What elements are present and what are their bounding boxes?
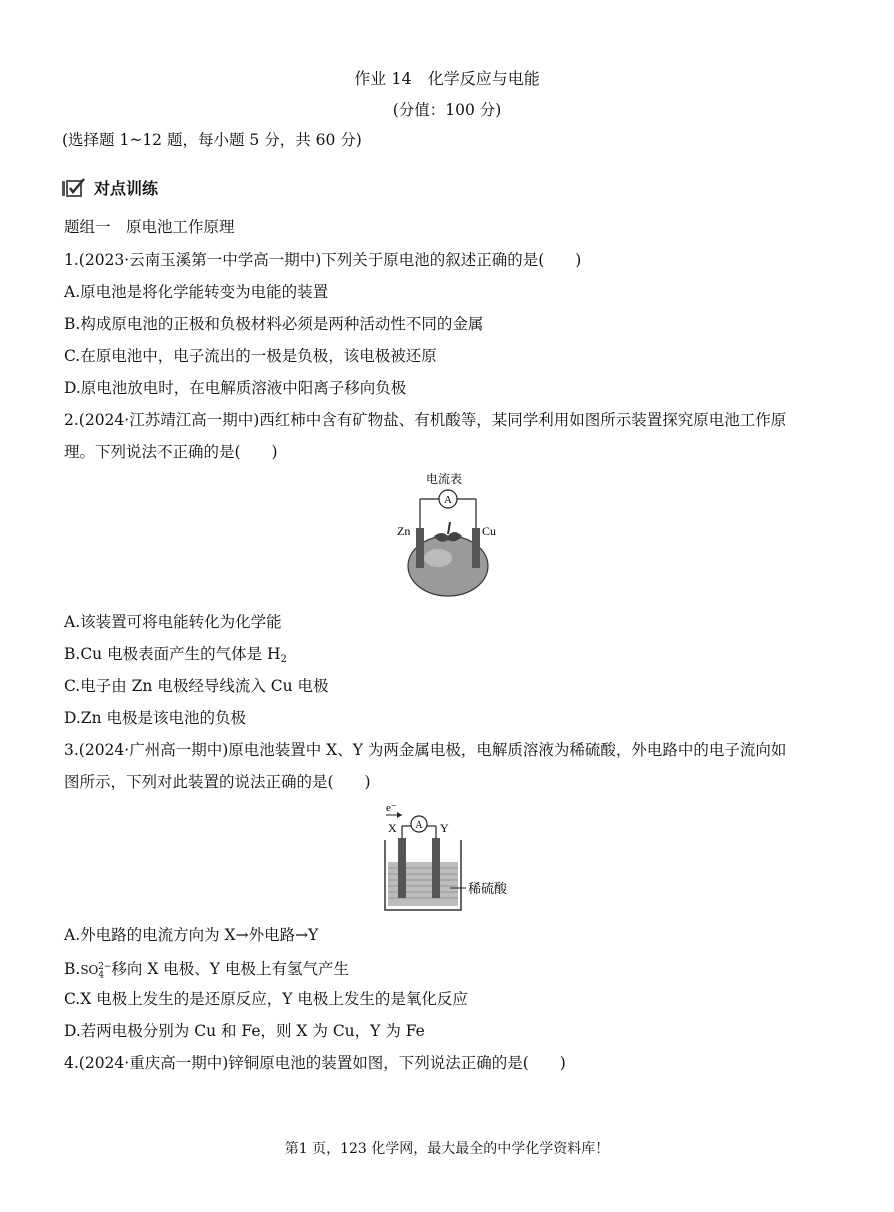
- group-heading: 题组一 原电池工作原理: [64, 218, 235, 236]
- section-label: 对点训练: [94, 179, 159, 198]
- q1-stem: 1.(2023·云南玉溪第一中学高一期中)下列关于原电池的叙述正确的是( ): [64, 251, 582, 269]
- ammeter-symbol: A: [415, 820, 423, 831]
- q3-option-a: A.外电路的电流方向为 X→外电路→Y: [64, 926, 319, 944]
- q1-option-a: A.原电池是将化学能转变为电能的装置: [64, 283, 329, 301]
- q2-option-b: B.Cu 电极表面产生的气体是 $H_2$: [64, 645, 287, 665]
- q2-option-c: C.电子由 Zn 电极经导线流入 Cu 电极: [64, 677, 329, 695]
- score-note: (分值：100 分): [392, 101, 502, 119]
- y-electrode: [432, 838, 440, 898]
- electron-label: e⁻: [386, 802, 397, 814]
- y-label: Y: [440, 821, 449, 835]
- question-type-note: (选择题 1~12 题，每小题 5 分，共 60 分): [62, 131, 362, 149]
- cu-electrode: [472, 528, 480, 568]
- q3-stem-line1: 3.(2024·广州高一期中)原电池装置中 X、Y 为两金属电极，电解质溶液为稀硫酸，外电路中的电子流向如: [64, 741, 787, 759]
- q2-stem-line1: 2.(2024·江苏靖江高一期中)西红柿中含有矿物盐、有机酸等，某同学利用如图所示装置探究原电池工作原: [64, 411, 787, 429]
- page-title: 作业 14 化学反应与电能: [354, 69, 540, 88]
- solution-label: 稀硫酸: [468, 881, 508, 896]
- checklist-icon: [62, 178, 86, 198]
- q2-stem-line2: 理。下列说法不正确的是( ): [64, 443, 278, 461]
- page-footer: 第1 页，123 化学网，最大最全的中学化学资料库！: [284, 1141, 610, 1157]
- q1-option-c: C.在原电池中，电子流出的一极是负极，该电极被还原: [64, 347, 437, 365]
- q3-stem-line2: 图所示，下列对此装置的说法正确的是( ): [64, 773, 371, 791]
- section-heading: [62, 176, 158, 199]
- q2-option-a: A.该装置可将电能转化为化学能: [64, 613, 282, 631]
- q4-stem: 4.(2024·重庆高一期中)锌铜原电池的装置如图，下列说法正确的是( ): [64, 1054, 566, 1072]
- x-electrode: [398, 838, 406, 898]
- q2-option-d: D.Zn 电极是该电池的负极: [64, 709, 246, 727]
- q3-option-c: C.X 电极上发生的是还原反应，Y 电极上发生的是氧化反应: [64, 990, 468, 1008]
- zn-label: Zn: [397, 524, 411, 538]
- q3-option-b: $B.SO_4^{2-}$移向 X 电极、Y 电极上有氢气产生: [64, 960, 349, 981]
- q1-option-d: D.原电池放电时，在电解质溶液中阳离子移向负极: [64, 379, 407, 397]
- meter-label: 电流表: [426, 472, 463, 486]
- sulfate-formula: $SO_4^{2-}$: [80, 962, 112, 981]
- q3-option-d: D.若两电极分别为 Cu 和 Fe，则 X 为 Cu，Y 为 Fe: [64, 1022, 425, 1040]
- acid-cell-figure: [380, 800, 520, 915]
- tomato-cell-figure: [390, 470, 510, 600]
- x-label: X: [388, 821, 397, 835]
- q1-option-b: B.构成原电池的正极和负极材料必须是两种活动性不同的金属: [64, 315, 484, 333]
- zn-electrode: [416, 528, 424, 568]
- ammeter-symbol: A: [444, 494, 452, 506]
- cu-label: Cu: [482, 524, 497, 538]
